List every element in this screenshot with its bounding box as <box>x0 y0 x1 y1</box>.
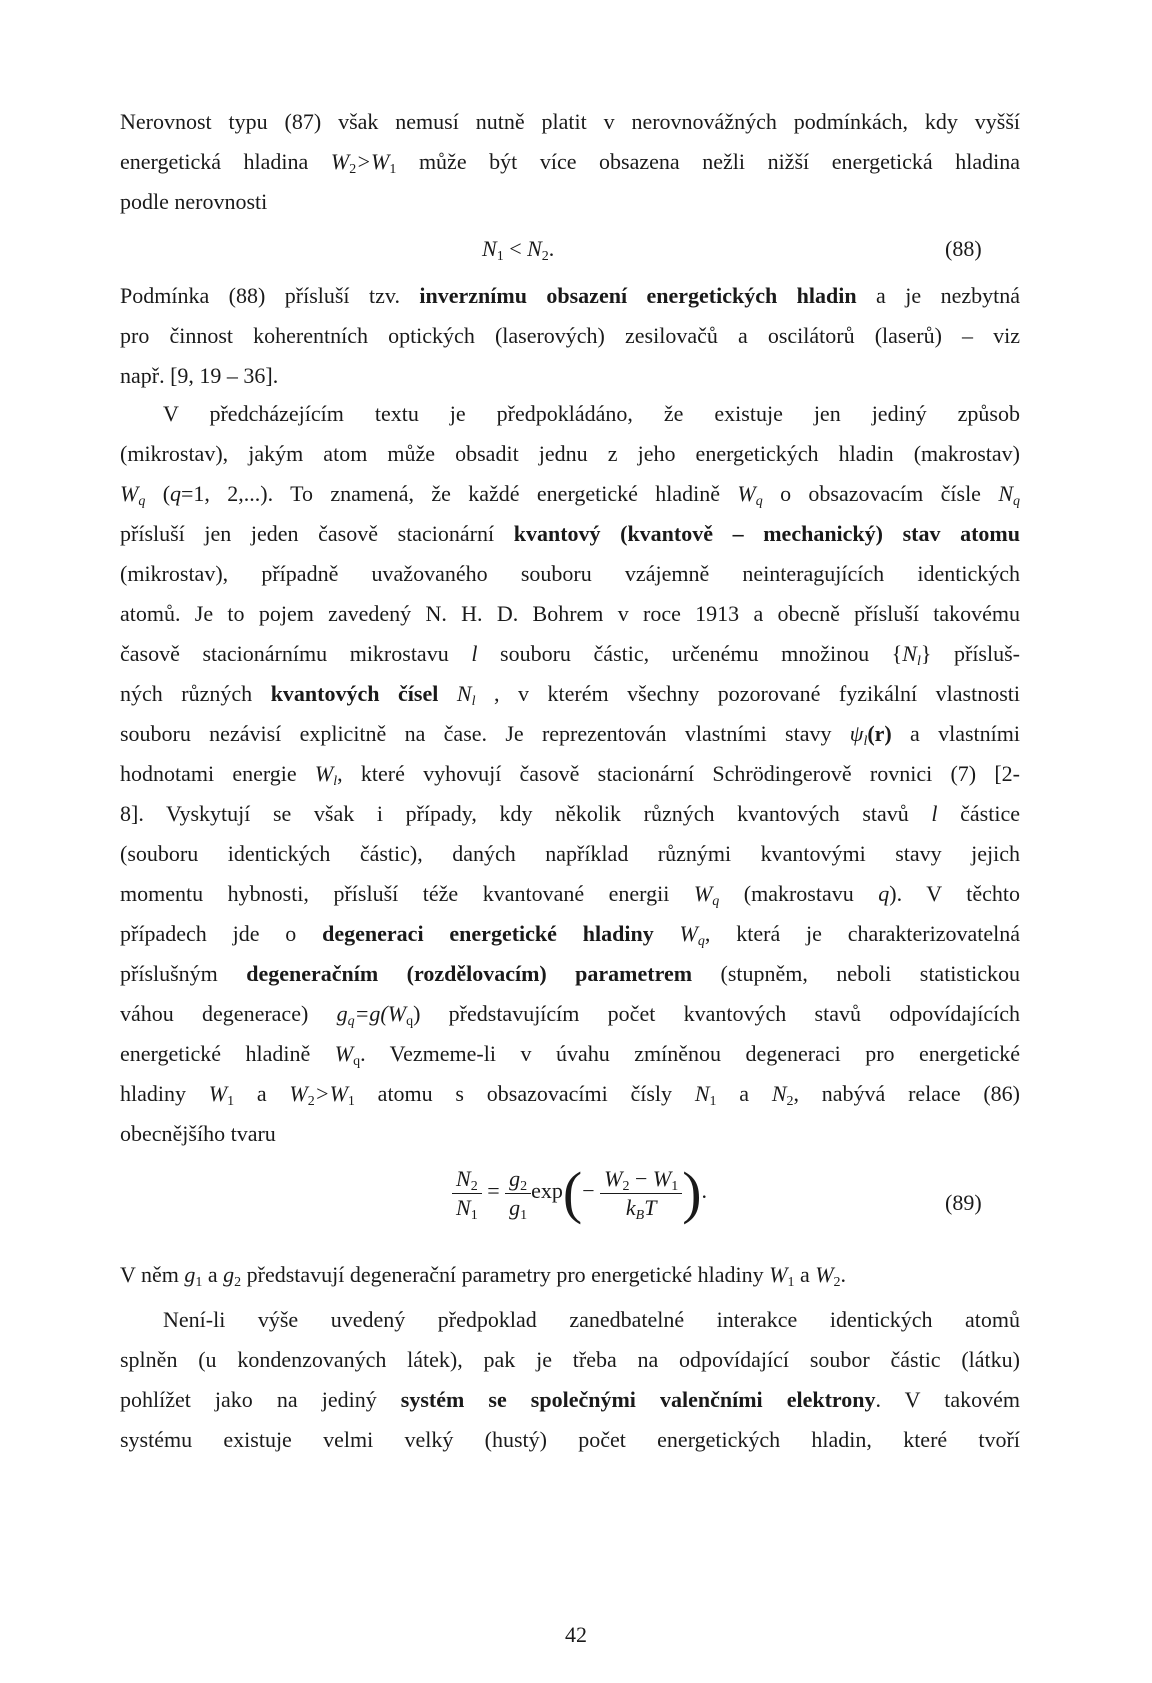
page-number: 42 <box>565 1622 587 1647</box>
line: Nerovnost typu (87) však nemusí nutně platit v nerovnovážných podmínkách, kdy vyšší <box>120 109 1020 134</box>
equation-number-88: (88) <box>945 236 982 261</box>
line: časově stacionárnímu mikrostavu l souboru částic, určenému množinou $\{N_l\}$ přísluš- <box>120 641 1020 669</box>
fraction-energy: $\frac{W_2 - W_1}{k_BT}$ <box>600 1165 682 1222</box>
paragraph-4 <box>120 1255 1020 1295</box>
line: souboru nezávisí explicitně na čase. Je reprezentován vlastními stavy $\psi_l(r)$ a vlastními <box>120 721 1020 749</box>
line: (mikrostav), jakým atom může obsadit jednu z jeho energetických hladin (makrostav) <box>120 441 1020 466</box>
bold-term: degeneraci energetické hladiny <box>322 921 654 946</box>
line: energetické hladině $W_q$. Vezmeme-li v úvahu zmíněnou degeneraci pro energetické <box>120 1041 1021 1069</box>
equation-88: $N_1 < N_2$. <box>482 236 555 264</box>
paragraph-5 <box>120 1300 1020 1460</box>
line: hladiny $W_1$ a $W_2>W_1$ atomu s obsazovacími čísly $N_1$ a $N_2$, nabývá relace (86) <box>120 1081 1021 1109</box>
line: (mikrostav), případně uvažovaného souboru vzájemně neinteragujících identických <box>120 561 1020 586</box>
line: momentu hybnosti, přísluší téže kvantované energii $W_q$ (makrostavu q). V těchto <box>120 881 1021 909</box>
line: Není-li výše uvedený předpoklad zanedbatelné interakce identických atomů <box>163 1307 1020 1332</box>
line: V předcházejícím textu je předpokládáno, že existuje jen jediný způsob <box>163 401 1020 426</box>
line: váhou degenerace) $g_q=g(W_q)$ představujícím počet kvantových stavů odpovídajících <box>120 1001 1020 1029</box>
fraction-n2-n1: $\frac{N_2}{N_1}$ <box>452 1165 482 1222</box>
line: pohlížet jako na jediný systém se společnými valenčními elektrony. V takovém <box>120 1387 1020 1412</box>
paragraph-3 <box>120 394 1020 1154</box>
line: energetická hladina $W_2>W_1$ může být více obsazena nežli nižší energetická hladina <box>120 149 1020 177</box>
paragraph-1 <box>120 102 1020 222</box>
line: hodnotami energie $W_l$, které vyhovují časově stacionární Schrödingerově rovnici (7) [2- <box>120 761 1021 789</box>
bold-term: kvantových čísel <box>270 681 439 706</box>
line: splněn (u kondenzovaných látek), pak je třeba na odpovídající soubor částic (látku) <box>120 1347 1020 1372</box>
line: přísluší jen jeden časově stacionární kvantový (kvantově – mechanický) stav atomu <box>120 521 1020 546</box>
line: ných různých kvantových čísel $N_l$ , v kterém všechny pozorované fyzikální vlastnosti <box>120 681 1020 709</box>
bold-term: kvantový (kvantově – mechanický) stav atomu <box>513 521 1020 546</box>
line: atomů. Je to pojem zavedený N. H. D. Bohrem v roce 1913 a obecně přísluší takovému <box>120 601 1020 626</box>
equation-89: $\frac{N_2}{N_1}$ = $\frac{g_2}{g_1}$ exp(− $\frac{W_2 - W_1}{k_BT}$ ). <box>452 1164 707 1222</box>
line: Podmínka (88) přísluší tzv. inverznímu obsazení energetických hladin a je nezbytná <box>120 283 1020 308</box>
line: 8]. Vyskytují se však i případy, kdy několik různých kvantových stavů l částice <box>120 801 1020 826</box>
bold-term: degeneračním (rozdělovacím) parametrem <box>246 961 693 986</box>
fraction-g2-g1: $\frac{g_2}{g_1}$ <box>505 1165 531 1222</box>
line: $W_q$ (q=1, 2,...). To znamená, že každé energetické hladině $W_q$ o obsazovacím čísle $N_q$ <box>120 481 1020 509</box>
line: např. [9, 19 – 36]. <box>120 363 279 388</box>
bold-term: systém se společnými valenčními elektrony <box>400 1387 876 1412</box>
line: V něm $g_1$ a $g_2$ představují degenerační parametry pro energetické hladiny $W_1$ a $W_2$. <box>120 1262 847 1290</box>
equation-number-89: (89) <box>945 1190 982 1215</box>
line: obecnějšího tvaru <box>120 1121 276 1146</box>
line: podle nerovnosti <box>120 189 268 214</box>
line: příslušným degeneračním (rozdělovacím) parametrem (stupněm, neboli statistickou <box>120 961 1020 986</box>
line: případech jde o degeneraci energetické hladiny $W_q$, která je charakterizovatelná <box>120 921 1021 949</box>
line: pro činnost koherentních optických (laserových) zesilovačů a oscilátorů (laserů) – viz <box>120 323 1020 348</box>
bold-term: inverznímu obsazení energetických hladin <box>419 283 857 308</box>
line: systému existuje velmi velký (hustý) počet energetických hladin, které tvoří <box>120 1427 1020 1452</box>
paragraph-2 <box>120 276 1020 396</box>
line: (souboru identických částic), daných například různými kvantovými stavy jejich <box>120 841 1020 866</box>
